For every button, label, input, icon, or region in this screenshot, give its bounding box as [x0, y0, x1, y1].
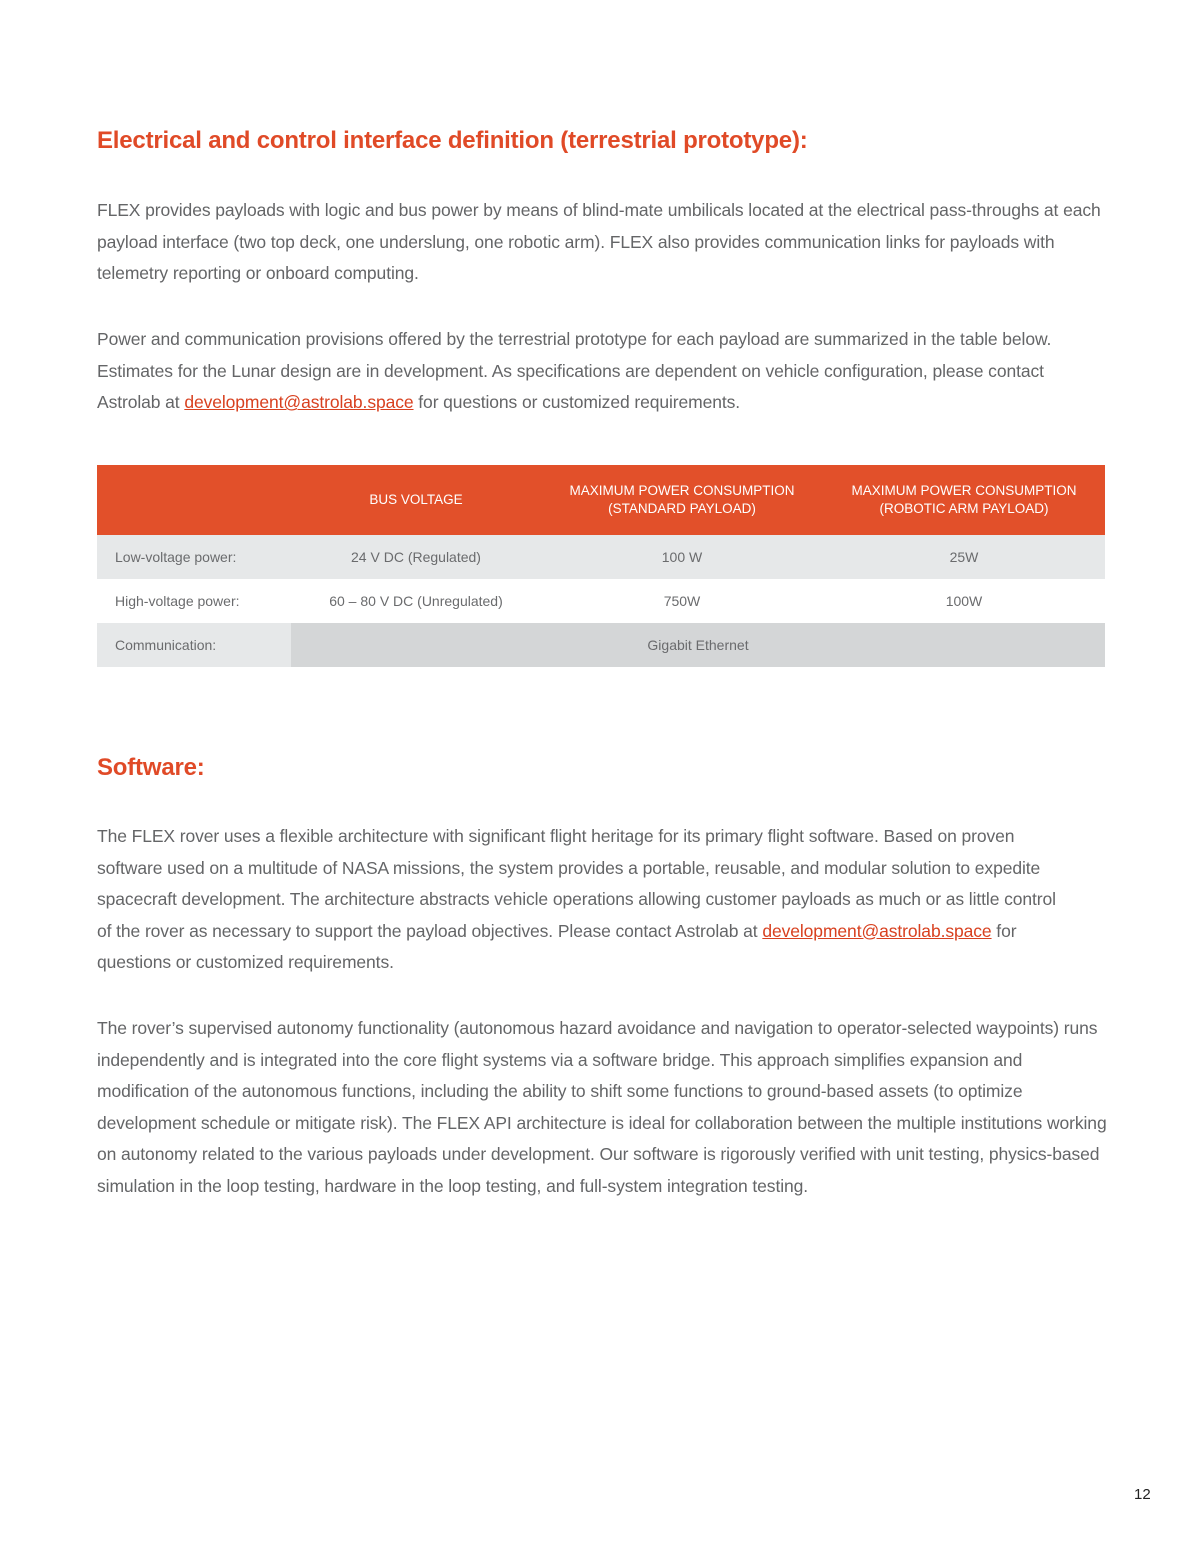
page-number: 12: [1134, 1486, 1151, 1503]
cell-standard-power: 750W: [541, 579, 823, 623]
electrical-heading: Electrical and control interface definition (terrestrial prototype):: [97, 127, 808, 154]
cell-bus-voltage: 60 – 80 V DC (Unregulated): [291, 579, 541, 623]
table-row-communication: [97, 623, 1105, 667]
header-arm-line2: (ROBOTIC ARM PAYLOAD): [879, 501, 1049, 516]
software-paragraph-1-text: The FLEX rover uses a flexible architecture with significant flight heritage for its primary flight software. Based on proven software used on a multitude of NASA missions, the system provides a portable, reusable, and modular solution to expedite spacecraft development. The architecture abstracts vehicle operations allowing customer payloads as much or as little control of the rover as necessary to support the payload objectives. Please contact Astrolab at: [97, 826, 1056, 941]
cell-bus-voltage: 24 V DC (Regulated): [291, 535, 541, 579]
software-paragraph-1: [97, 821, 1057, 979]
header-std-line2: (STANDARD PAYLOAD): [608, 501, 756, 516]
header-max-power-robotic-arm: [823, 465, 1105, 535]
electrical-paragraph-2: [97, 324, 1107, 419]
software-paragraph-2: The rover’s supervised autonomy functionality (autonomous hazard avoidance and navigation to operator-selected waypoints) runs independently and is integrated into the core flight systems via a software bridge. This approach simplifies expansion and modification of the autonomous functions, including the ability to shift some functions to ground-based assets (to optimize development schedule or mitigate risk). The FLEX API architecture is ideal for collaboration between the multiple institutions working on autonomy related to the various payloads under development. Our software is rigorously verified with unit testing, physics-based simulation in the loop testing, hardware in the loop testing, and full-system integration testing.: [97, 1018, 1107, 1196]
header-max-power-standard: [541, 465, 823, 535]
row-label: High-voltage power:: [97, 579, 291, 623]
electrical-paragraph-2-tail: for questions or customized requirements.: [413, 392, 741, 413]
power-communication-table: [97, 465, 1105, 667]
header-std-line1: MAXIMUM POWER CONSUMPTION: [569, 483, 795, 498]
software-paragraph-1-tail: for questions or customized requirements.: [97, 920, 1017, 973]
electrical-paragraph-1: FLEX provides payloads with logic and bus power by means of blind-mate umbilicals located at the electrical pass-throughs at each payload interface (two top deck, one underslung, one robotic arm). FLEX also provides communication links for payloads with telemetry reporting or onboard computing.: [97, 200, 1101, 284]
header-label-cell: [97, 465, 291, 535]
table-header-row: [97, 465, 1105, 535]
cell-robotic-arm-power: 25W: [823, 535, 1105, 579]
table-row-high-voltage: [97, 579, 1105, 623]
contact-email-link[interactable]: development@astrolab.space: [762, 920, 992, 941]
header-arm-line1: MAXIMUM POWER CONSUMPTION: [851, 483, 1077, 498]
header-bus-voltage: BUS VOLTAGE: [291, 465, 541, 535]
row-label: Communication:: [97, 623, 291, 667]
electrical-paragraph-2-text: Power and communication provisions offered by the terrestrial prototype for each payload are summarized in the table below. Estimates for the Lunar design are in development. As specifications are dependent on vehicle configuration, please contact Astrolab at: [97, 329, 1052, 413]
cell-robotic-arm-power: 100W: [823, 579, 1105, 623]
row-label: Low-voltage power:: [97, 535, 291, 579]
table-row-low-voltage: [97, 535, 1105, 579]
software-heading: Software:: [97, 754, 205, 781]
cell-standard-power: 100 W: [541, 535, 823, 579]
contact-email-link[interactable]: development@astrolab.space: [184, 392, 414, 413]
cell-communication-value: Gigabit Ethernet: [291, 623, 1105, 667]
